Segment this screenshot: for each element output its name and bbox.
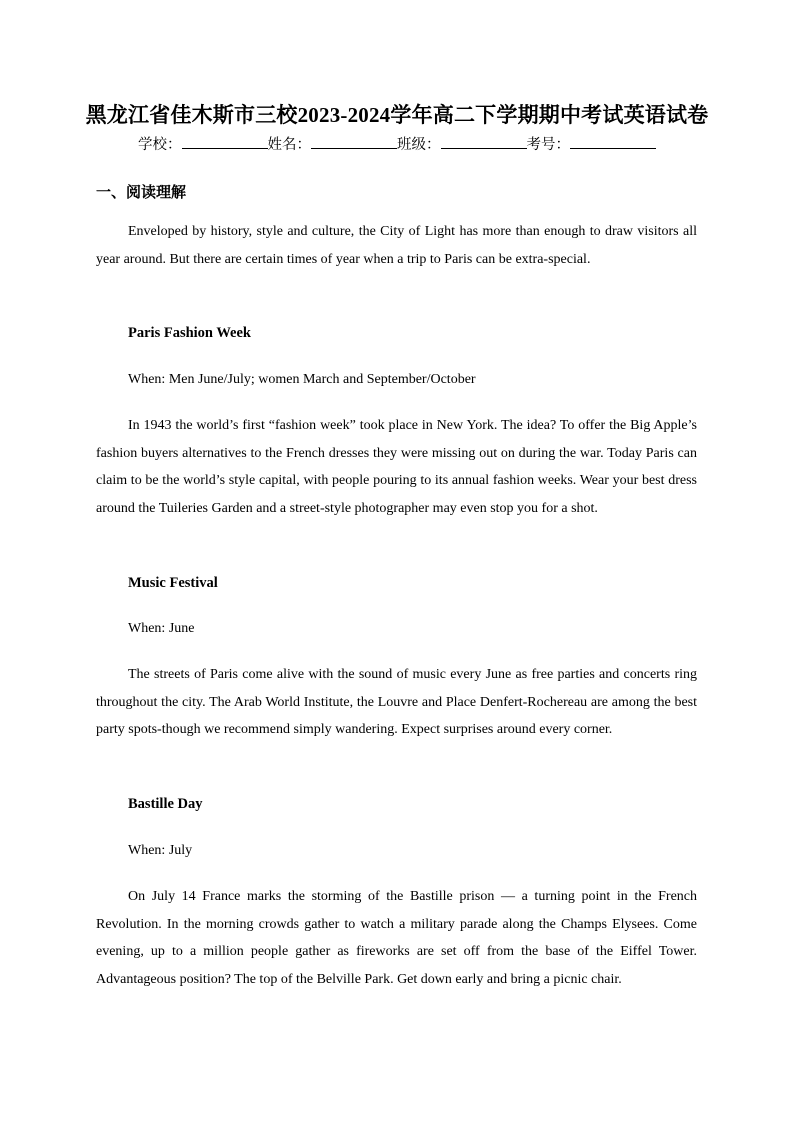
name-label: 姓名： (267, 137, 311, 153)
event-description-bastille-day: On July 14 France marks the storming of the Bastille prison — a turning point in the French Revolution. In the morning crowds gather to watch a military parade along the Champs Elysees. Come evening, up to a million people gather as fireworks are set off from the base of the Eiffel Tower. Advantageous position? The top of the Belville Park. Get down early and bring a picnic chair. (96, 889, 697, 987)
school-blank[interactable] (182, 134, 268, 149)
class-field (397, 134, 527, 156)
event-description-fashion-week: In 1943 the world’s first “fashion week” took place in New York. The idea? To offer the Big Apple’s fashion buyers alternatives to the French dresses they were missing out on during the war. Today Paris can claim to be the world’s style capital, with people pouring to its annual fashion weeks. Wear your best dress around the Tuileries Garden and a street-style photographer may even stop you for a shot. (96, 418, 697, 516)
student-info-line (0, 134, 794, 156)
exam-number-blank[interactable] (570, 134, 656, 149)
event-description-music-festival: The streets of Paris come alive with the sound of music every June as free parties and concerts ring throughout the city. The Arab World Institute, the Louvre and Place Denfert-Rochereau are among the best party spots-though we recommend simply wandering. Expect surprises around every corner. (96, 667, 697, 738)
event-title-fashion-week: Paris Fashion Week (128, 325, 251, 341)
event-title-music-festival: Music Festival (128, 575, 218, 591)
school-label: 学校： (138, 137, 182, 153)
exam-number-field (527, 134, 657, 156)
exam-number-label: 考号： (526, 137, 570, 153)
school-field (138, 134, 268, 156)
name-blank[interactable] (311, 134, 397, 149)
class-label: 班级： (397, 137, 441, 153)
event-when-fashion-week: When: Men June/July; women March and September/October (128, 372, 476, 387)
intro-paragraph: Enveloped by history, style and culture, the City of Light has more than enough to draw visitors all year around. But there are certain times of year when a trip to Paris can be extra-special. (96, 224, 697, 267)
event-when-bastille-day: When: July (128, 843, 193, 858)
exam-title: 黑龙江省佳木斯市三校2023-2024学年高二下学期期中考试英语试卷 (85, 103, 709, 127)
class-blank[interactable] (441, 134, 527, 149)
name-field (268, 134, 398, 156)
event-title-bastille-day: Bastille Day (128, 796, 203, 812)
event-when-music-festival: When: June (128, 621, 195, 636)
section-heading: 一、阅读理解 (96, 183, 187, 201)
